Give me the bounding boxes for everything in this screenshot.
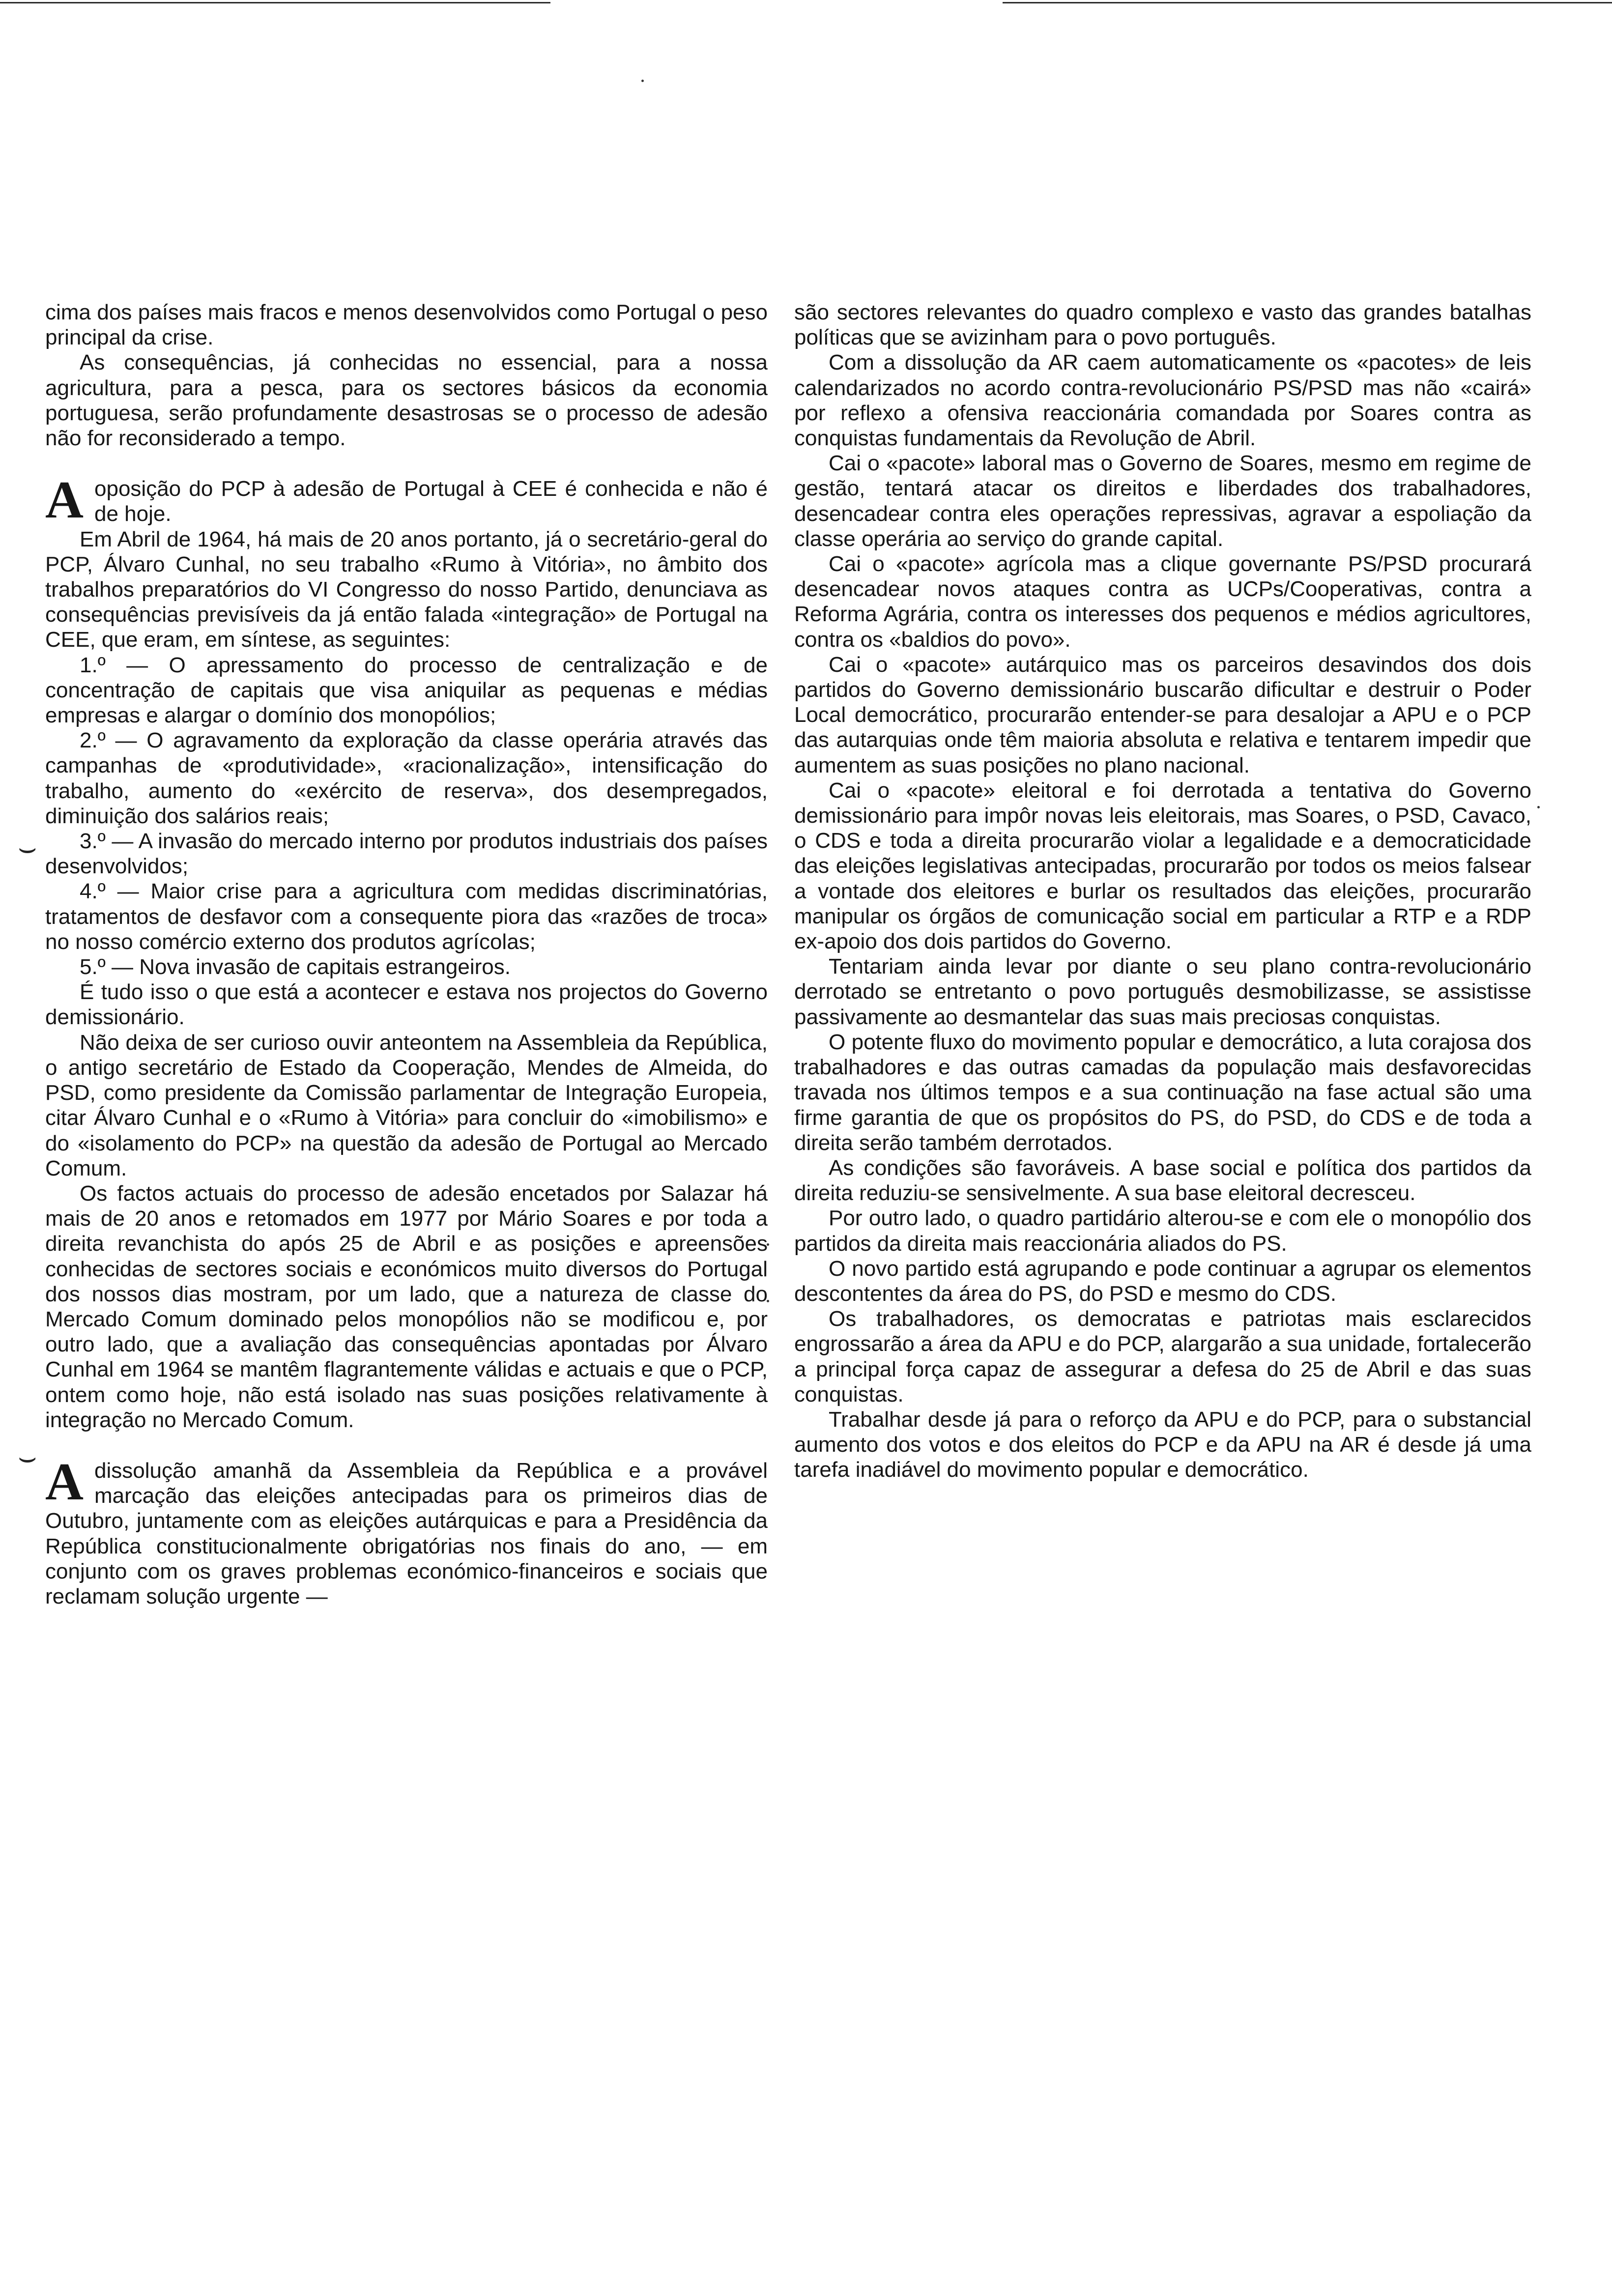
- list-item: 3.º — A invasão do mercado interno por produtos industriais dos países desenvolvidos;: [45, 829, 768, 879]
- list-item: 5.º — Nova invasão de capitais estrangeiros.: [80, 955, 511, 979]
- paragraph: As condições são favoráveis. A base social e política dos partidos da direita reduziu-se sensivelmente. A sua base eleitoral decresceu.: [794, 1155, 1531, 1205]
- margin-pen-mark: ⌣: [18, 831, 37, 864]
- scan-speck: [641, 80, 644, 82]
- right-column: [794, 300, 1531, 1483]
- paragraph: Não deixa de ser curioso ouvir anteontem na Assembleia da República, o antigo secretário de Estado da Cooperação, Mendes de Almeida, do PSD, como presidente da Comissão parlamentar de Integração Europeia, citar Álvaro Cunhal e o «Rumo à Vitória» para concluir do «imobilismo» e do «isolamento do PCP» na questão da adesão de Portugal ao Mercado Comum.: [45, 1030, 768, 1180]
- section-opening-paragraph: Adissolução amanhã da Assembleia da República e a provável marcação das eleições antecipadas para os primeiros dias de Outubro, juntamente com as eleições autárquicas e para a Presidência da República constitucionalmente obrigatórias nos finais do ano, — em conjunto com os graves problemas económico-financeiros e sociais que reclamam solução urgente —: [45, 1452, 768, 1608]
- left-column: [45, 300, 768, 1609]
- paragraph: Trabalhar desde já para o reforço da APU e do PCP, para o substancial aumento dos votos e dos eleitos do PCP e da APU na AR é desde já uma tarefa inadiável do movimento popular e democrático.: [794, 1407, 1531, 1482]
- drop-cap: A: [45, 1452, 84, 1511]
- paragraph: É tudo isso o que está a acontecer e estava nos projectos do Governo demissionário.: [45, 980, 768, 1030]
- paragraph: Cai o «pacote» laboral mas o Governo de Soares, mesmo em regime de gestão, tentará atacar os direitos e liberdades dos trabalhadores, desencadear contra eles operações repressivas, agravar a espoliação da classe operária ao serviço do grande capital.: [794, 451, 1531, 551]
- paragraph: Os factos actuais do processo de adesão encetados por Salazar há mais de 20 anos e retomados em 1977 por Mário Soares e por toda a direita revanchista do após 25 de Abril e as posições e apreensões conhecidas de sectores sociais e económicos muito diversos do Portugal dos nossos dias mostram, por um lado, que a natureza de classe do Mercado Comum dominado pelos monopólios não se modificou e, por outro lado, que a avaliação das consequências apontadas por Álvaro Cunhal em 1964 se mantêm flagrantemente válidas e actuais e que o PCP, ontem como hoje, não está isolado nas suas posições relativamente à integração no Mercado Comum.: [45, 1181, 768, 1432]
- paragraph: Por outro lado, o quadro partidário alterou-se e com ele o monopólio dos partidos da direita mais reaccionária aliados do PS.: [794, 1206, 1531, 1256]
- list-item: 4.º — Maior crise para a agricultura com medidas discriminatórias, tratamentos de desfavor com a consequente piora das «razões de troca» no nosso comércio externo dos produtos agrícolas;: [45, 879, 768, 954]
- paragraph: Em Abril de 1964, há mais de 20 anos portanto, já o secretário-geral do PCP, Álvaro Cunhal, no seu trabalho «Rumo à Vitória», no âmbito dos trabalhos preparatórios do VI Congresso do nosso Partido, denunciava as consequências previsíveis da já então falada «integração» de Portugal na CEE, que eram, em síntese, as seguintes:: [45, 527, 768, 652]
- list-item: 1.º — O apressamento do processo de centralização e de concentração de capitais que visa aniquilar as pequenas e médias empresas e alargar o domínio dos monopólios;: [45, 653, 768, 728]
- paragraph: As consequências, já conhecidas no essencial, para a nossa agricultura, para a pesca, para os sectores básicos da economia portuguesa, serão profundamente desastrosas se o processo de adesão não for reconsiderado a tempo.: [45, 350, 768, 451]
- section-opening-paragraph: Aoposição do PCP à adesão de Portugal à CEE é conhecida e não é de hoje.: [45, 471, 768, 530]
- paragraph: Com a dissolução da AR caem automaticamente os «pacotes» de leis calendarizados no acordo contra-revolucionário PS/PSD mas não «cairá» por reflexo a ofensiva reaccionária comandada por Soares contra as conquistas fundamentais da Revolução de Abril.: [794, 350, 1531, 451]
- paragraph: Cai o «pacote» agrícola mas a clique governante PS/PSD procurará desencadear novos ataques contra as UCPs/Cooperativas, contra a Reforma Agrária, contra os interesses dos pequenos e médios agricultores, contra os «baldios do povo».: [794, 552, 1531, 652]
- scan-border-line: [1003, 2, 1612, 3]
- scan-border-line: [0, 2, 550, 3]
- paragraph: Cai o «pacote» eleitoral e foi derrotada a tentativa do Governo demissionário para impôr novas leis eleitorais, mas Soares, o PSD, Cavaco, o CDS e toda a direita procurarão violar a legalidade e a democraticidade das eleições legislativas antecipadas, procurarão por todos os meios falsear a vontade dos eleitores e burlar os resultados das eleições, procurarão manipular os órgãos de comunicação social em particular a RTP e a RDP ex-apoio dos dois partidos do Governo.: [794, 778, 1531, 954]
- margin-pen-mark: ⌣: [18, 1440, 37, 1473]
- paragraph: O potente fluxo do movimento popular e democrático, a luta corajosa dos trabalhadores e das outras camadas da população mais desfavorecidas travada nos últimos tempos e a sua continuação na fase actual são uma firme garantia de que os propósitos do PS, do PSD, do CDS e de toda a direita serão também derrotados.: [794, 1030, 1531, 1155]
- list-item: 2.º — O agravamento da exploração da classe operária através das campanhas de «produtividade», «racionalização», intensificação do trabalho, aumento do «exército de reserva», dos desempregados, diminuição dos salários reais;: [45, 728, 768, 828]
- paragraph: Os trabalhadores, os democratas e patriotas mais esclarecidos engrossarão a área da APU e do PCP, alargarão a sua unidade, fortalecerão a principal força capaz de assegurar a defesa do 25 de Abril e das suas conquistas.: [794, 1307, 1531, 1406]
- paragraph: cima dos países mais fracos e menos desenvolvidos como Portugal o peso principal da crise.: [45, 300, 768, 350]
- scan-speck: [1537, 806, 1540, 808]
- paragraph: O novo partido está agrupando e pode continuar a agrupar os elementos descontentes da área do PS, do PSD e mesmo do CDS.: [794, 1256, 1531, 1306]
- paragraph: são sectores relevantes do quadro complexo e vasto das grandes batalhas políticas que se avizinham para o povo português.: [794, 300, 1531, 350]
- paragraph: Cai o «pacote» autárquico mas os parceiros desavindos dos dois partidos do Governo demissionário buscarão dificultar e destruir o Poder Local democrático, procurarão entender-se para desalojar a APU e o PCP das autarquias onde têm maioria absoluta e relativa e tentarem impedir que aumentem as suas posições no plano nacional.: [794, 652, 1531, 777]
- paragraph: Tentariam ainda levar por diante o seu plano contra-revolucionário derrotado se entretanto o povo português desmobilizasse, se assistisse passivamente ao desmantelar das suas mais preciosas conquistas.: [794, 954, 1531, 1029]
- drop-cap: A: [45, 471, 84, 530]
